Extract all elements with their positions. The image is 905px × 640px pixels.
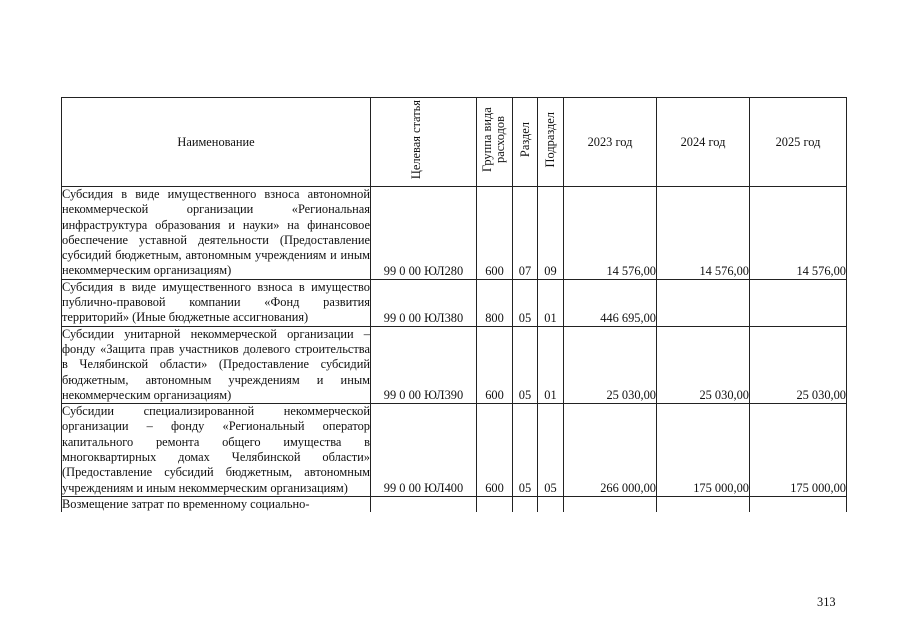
- header-year-2025: 2025 год: [750, 98, 847, 187]
- row-target-article: [371, 496, 477, 512]
- row-amount-2023: 446 695,00: [564, 279, 657, 326]
- table-row: [62, 496, 847, 512]
- row-target-article: 99 0 00 ЮЛ390: [371, 326, 477, 403]
- row-target-article: 99 0 00 ЮЛ380: [371, 279, 477, 326]
- row-expense-group: [477, 496, 513, 512]
- row-amount-2025: [750, 279, 847, 326]
- row-name: Субсидии унитарной некоммерческой организации – фонду «Защита прав участников долевого строительства в Челябинской области» (Предоставление субсидий бюджетным, автономным учреждениям и иным некоммерческим организациям): [62, 326, 370, 402]
- row-section: 05: [513, 404, 538, 497]
- row-subsection: [538, 496, 564, 512]
- header-subsection: Подраздел: [538, 98, 564, 187]
- row-section: 05: [513, 279, 538, 326]
- row-amount-2024: 25 030,00: [657, 326, 750, 403]
- row-amount-2025: [750, 496, 847, 512]
- row-subsection: 01: [538, 279, 564, 326]
- header-row: [62, 98, 847, 187]
- row-amount-2024: [657, 496, 750, 512]
- row-target-article: 99 0 00 ЮЛ280: [371, 187, 477, 280]
- table-row: [62, 279, 847, 326]
- row-subsection: 05: [538, 404, 564, 497]
- row-amount-2025: 25 030,00: [750, 326, 847, 403]
- row-amount-2025: 175 000,00: [750, 404, 847, 497]
- row-amount-2024: 14 576,00: [657, 187, 750, 280]
- row-amount-2024: 175 000,00: [657, 404, 750, 497]
- budget-table: [61, 97, 847, 512]
- table-row: [62, 326, 847, 403]
- row-subsection: 01: [538, 326, 564, 403]
- header-section: Раздел: [513, 98, 538, 187]
- row-section: 07: [513, 187, 538, 280]
- row-expense-group: 600: [477, 404, 513, 497]
- header-year-2024: 2024 год: [657, 98, 750, 187]
- row-amount-2023: 25 030,00: [564, 326, 657, 403]
- row-amount-2025: 14 576,00: [750, 187, 847, 280]
- table-row: [62, 187, 847, 280]
- row-name: Субсидия в виде имущественного взноса в имущество публично-правовой компании «Фонд развития территорий» (Иные бюджетные ассигнования): [62, 279, 370, 325]
- header-target-article: Целевая статья: [371, 98, 477, 187]
- row-amount-2023: 266 000,00: [564, 404, 657, 497]
- row-target-article: 99 0 00 ЮЛ400: [371, 404, 477, 497]
- row-amount-2023: [564, 496, 657, 512]
- row-expense-group: 600: [477, 187, 513, 280]
- row-name: Возмещение затрат по временному социально-: [62, 496, 371, 512]
- row-section: 05: [513, 326, 538, 403]
- table-row: [62, 404, 847, 497]
- page-number: 313: [817, 595, 836, 609]
- row-name: Субсидия в виде имущественного взноса автономной некоммерческой организации «Региональная инфраструктура образования и науки» на финансовое обеспечение уставной деятельности (Предоставление субсидий бюджетным, автономным учреждениям и иным некоммерческим организациям): [62, 187, 370, 278]
- row-expense-group: 600: [477, 326, 513, 403]
- row-section: [513, 496, 538, 512]
- row-name: Субсидии специализированной некоммерческой организации – фонду «Региональный оператор капитального ремонта общего имущества в многоквартирных домах Челябинской области» (Предоставление субсидий бюджетным, автономным учреждениям и иным некоммерческим организациям): [62, 404, 370, 495]
- row-expense-group: 800: [477, 279, 513, 326]
- header-name: Наименование: [62, 98, 371, 187]
- header-year-2023: 2023 год: [564, 98, 657, 187]
- row-amount-2023: 14 576,00: [564, 187, 657, 280]
- row-subsection: 09: [538, 187, 564, 280]
- row-amount-2024: [657, 279, 750, 326]
- header-expense-group: Группа вида расходов: [477, 98, 513, 187]
